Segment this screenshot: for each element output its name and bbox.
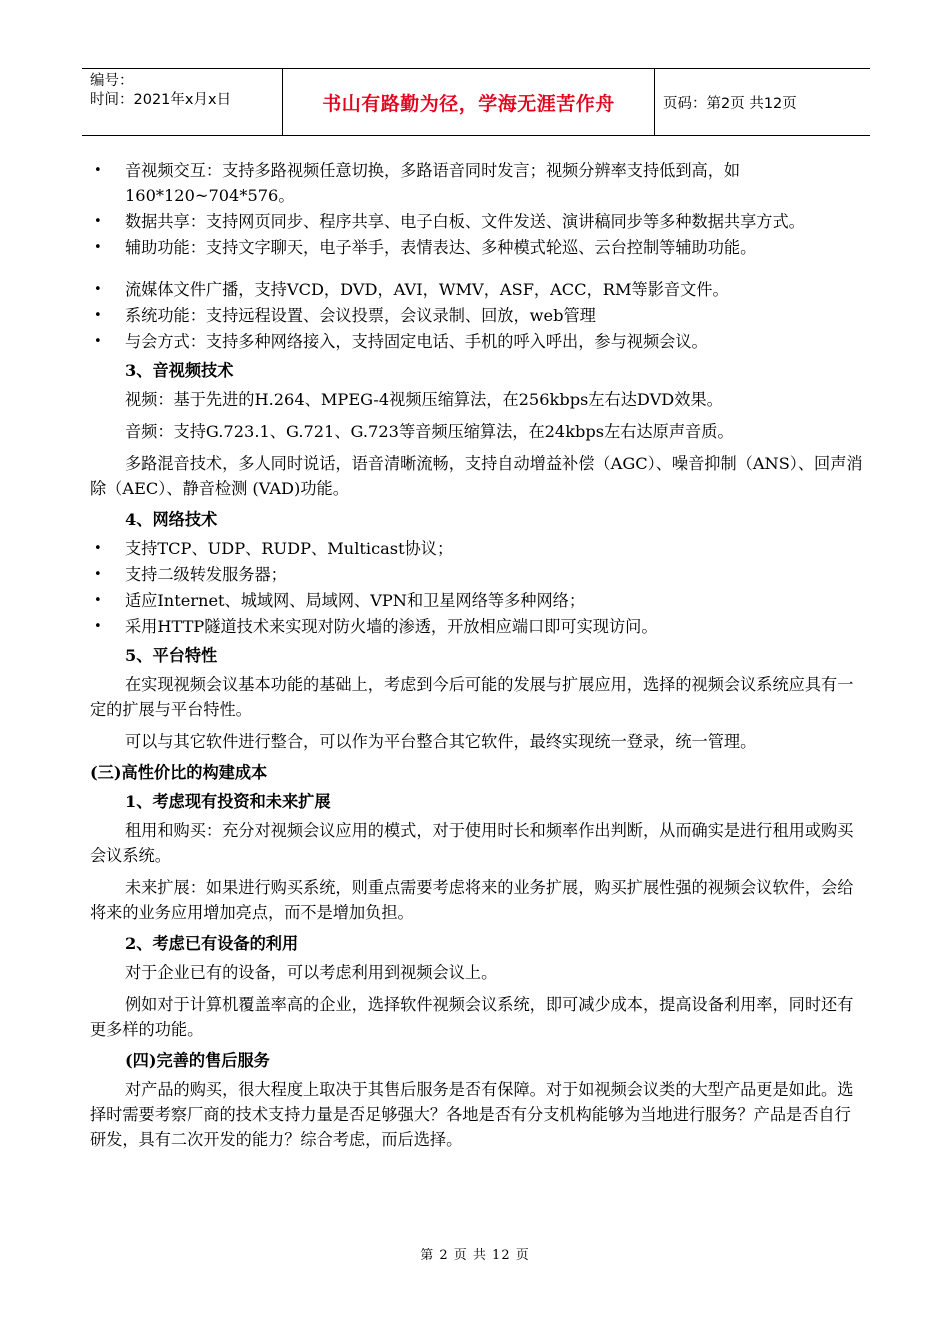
list-item: • 采用HTTP隧道技术来实现对防火墙的渗透，开放相应端口即可实现访问。 — [90, 614, 865, 639]
list-item: • 支持TCP、UDP、RUDP、Multicast协议； — [90, 536, 865, 561]
paragraph: 视频：基于先进的H.264、MPEG-4视频压缩算法，在256kbps左右达DVD效果。 — [125, 390, 723, 409]
page-header — [82, 68, 870, 136]
header-motto-cell — [282, 69, 655, 135]
list-item: • 数据共享：支持网页同步、程序共享、电子白板、文件发送、演讲稿同步等多种数据共享方式。 — [90, 209, 865, 234]
part-heading: (四)完善的售后服务 — [125, 1051, 270, 1070]
section-heading: 2、考虑已有设备的利用 — [125, 934, 299, 953]
header-motto: 书山有路勤为径，学海无涯苦作舟 — [322, 92, 615, 115]
list-item: • 辅助功能：支持文字聊天，电子举手，表情表达、多种模式轮巡、云台控制等辅助功能。 — [90, 235, 865, 260]
paragraph: 多路混音技术，多人同时说话，语音清晰流畅，支持自动增益补偿（AGC）、噪音抑制（ANS）、回声消除（AEC）、静音检测 (VAD)功能。 — [90, 454, 863, 498]
section-heading: 1、考虑现有投资和未来扩展 — [125, 792, 331, 811]
paragraph: 例如对于计算机覆盖率高的企业，选择软件视频会议系统，即可减少成本，提高设备利用率，同时还有更多样的功能。 — [90, 995, 854, 1039]
document-time-label: 时间：2021年x月x日 — [90, 92, 232, 108]
paragraph: 租用和购买：充分对视频会议应用的模式，对于使用时长和频率作出判断，从而确实是进行租用或购买会议系统。 — [90, 821, 854, 865]
list-item: • 音视频交互：支持多路视频任意切换，多路语音同时发言；视频分辨率支持低到高，如160*120~704*576。 — [90, 158, 865, 208]
paragraph: 音频：支持G.723.1、G.721、G.723等音频压缩算法，在24kbps左右达原声音质。 — [125, 422, 734, 441]
header-meta — [82, 69, 282, 135]
section-heading: 4、网络技术 — [125, 510, 218, 529]
paragraph: 未来扩展：如果进行购买系统，则重点需要考虑将来的业务扩展，购买扩展性强的视频会议软件，会给将来的业务应用增加亮点，而不是增加负担。 — [90, 878, 854, 922]
paragraph: 对产品的购买，很大程度上取决于其售后服务是否有保障。对于如视频会议类的大型产品更是如此。选择时需要考察厂商的技术支持力量是否足够强大？各地是否有分支机构能够为当地进行服务？产品是否自行研发，具有二次开发的能力？综合考虑，而后选择。 — [90, 1080, 854, 1149]
list-item: • 适应Internet、城域网、局域网、VPN和卫星网络等多种网络； — [90, 588, 865, 613]
paragraph: 可以与其它软件进行整合，可以作为平台整合其它软件，最终实现统一登录，统一管理。 — [125, 732, 757, 751]
part-heading: (三)高性价比的构建成本 — [90, 763, 268, 782]
section-heading: 5、平台特性 — [125, 646, 218, 665]
list-item: • 流媒体文件广播，支持VCD，DVD，AVI，WMV，ASF，ACC，RM等影音文件。 — [90, 277, 865, 302]
list-item: • 系统功能：支持远程设置、会议投票，会议录制、回放，web管理 — [90, 303, 865, 328]
document-number-label: 编号： — [90, 73, 134, 89]
list-item: • 与会方式：支持多种网络接入，支持固定电话、手机的呼入呼出，参与视频会议。 — [90, 329, 865, 354]
page-footer: 第 2 页 共 12 页 — [420, 1248, 530, 1263]
list-item: • 支持二级转发服务器； — [90, 562, 865, 587]
document-body — [90, 158, 865, 1159]
paragraph: 对于企业已有的设备，可以考虑利用到视频会议上。 — [125, 963, 498, 982]
section-heading: 3、音视频技术 — [125, 361, 234, 380]
header-page-info: 页码：第2页 共12页 — [663, 95, 797, 112]
paragraph: 在实现视频会议基本功能的基础上，考虑到今后可能的发展与扩展应用，选择的视频会议系统应具有一定的扩展与平台特性。 — [90, 675, 854, 719]
spacer — [90, 261, 865, 277]
